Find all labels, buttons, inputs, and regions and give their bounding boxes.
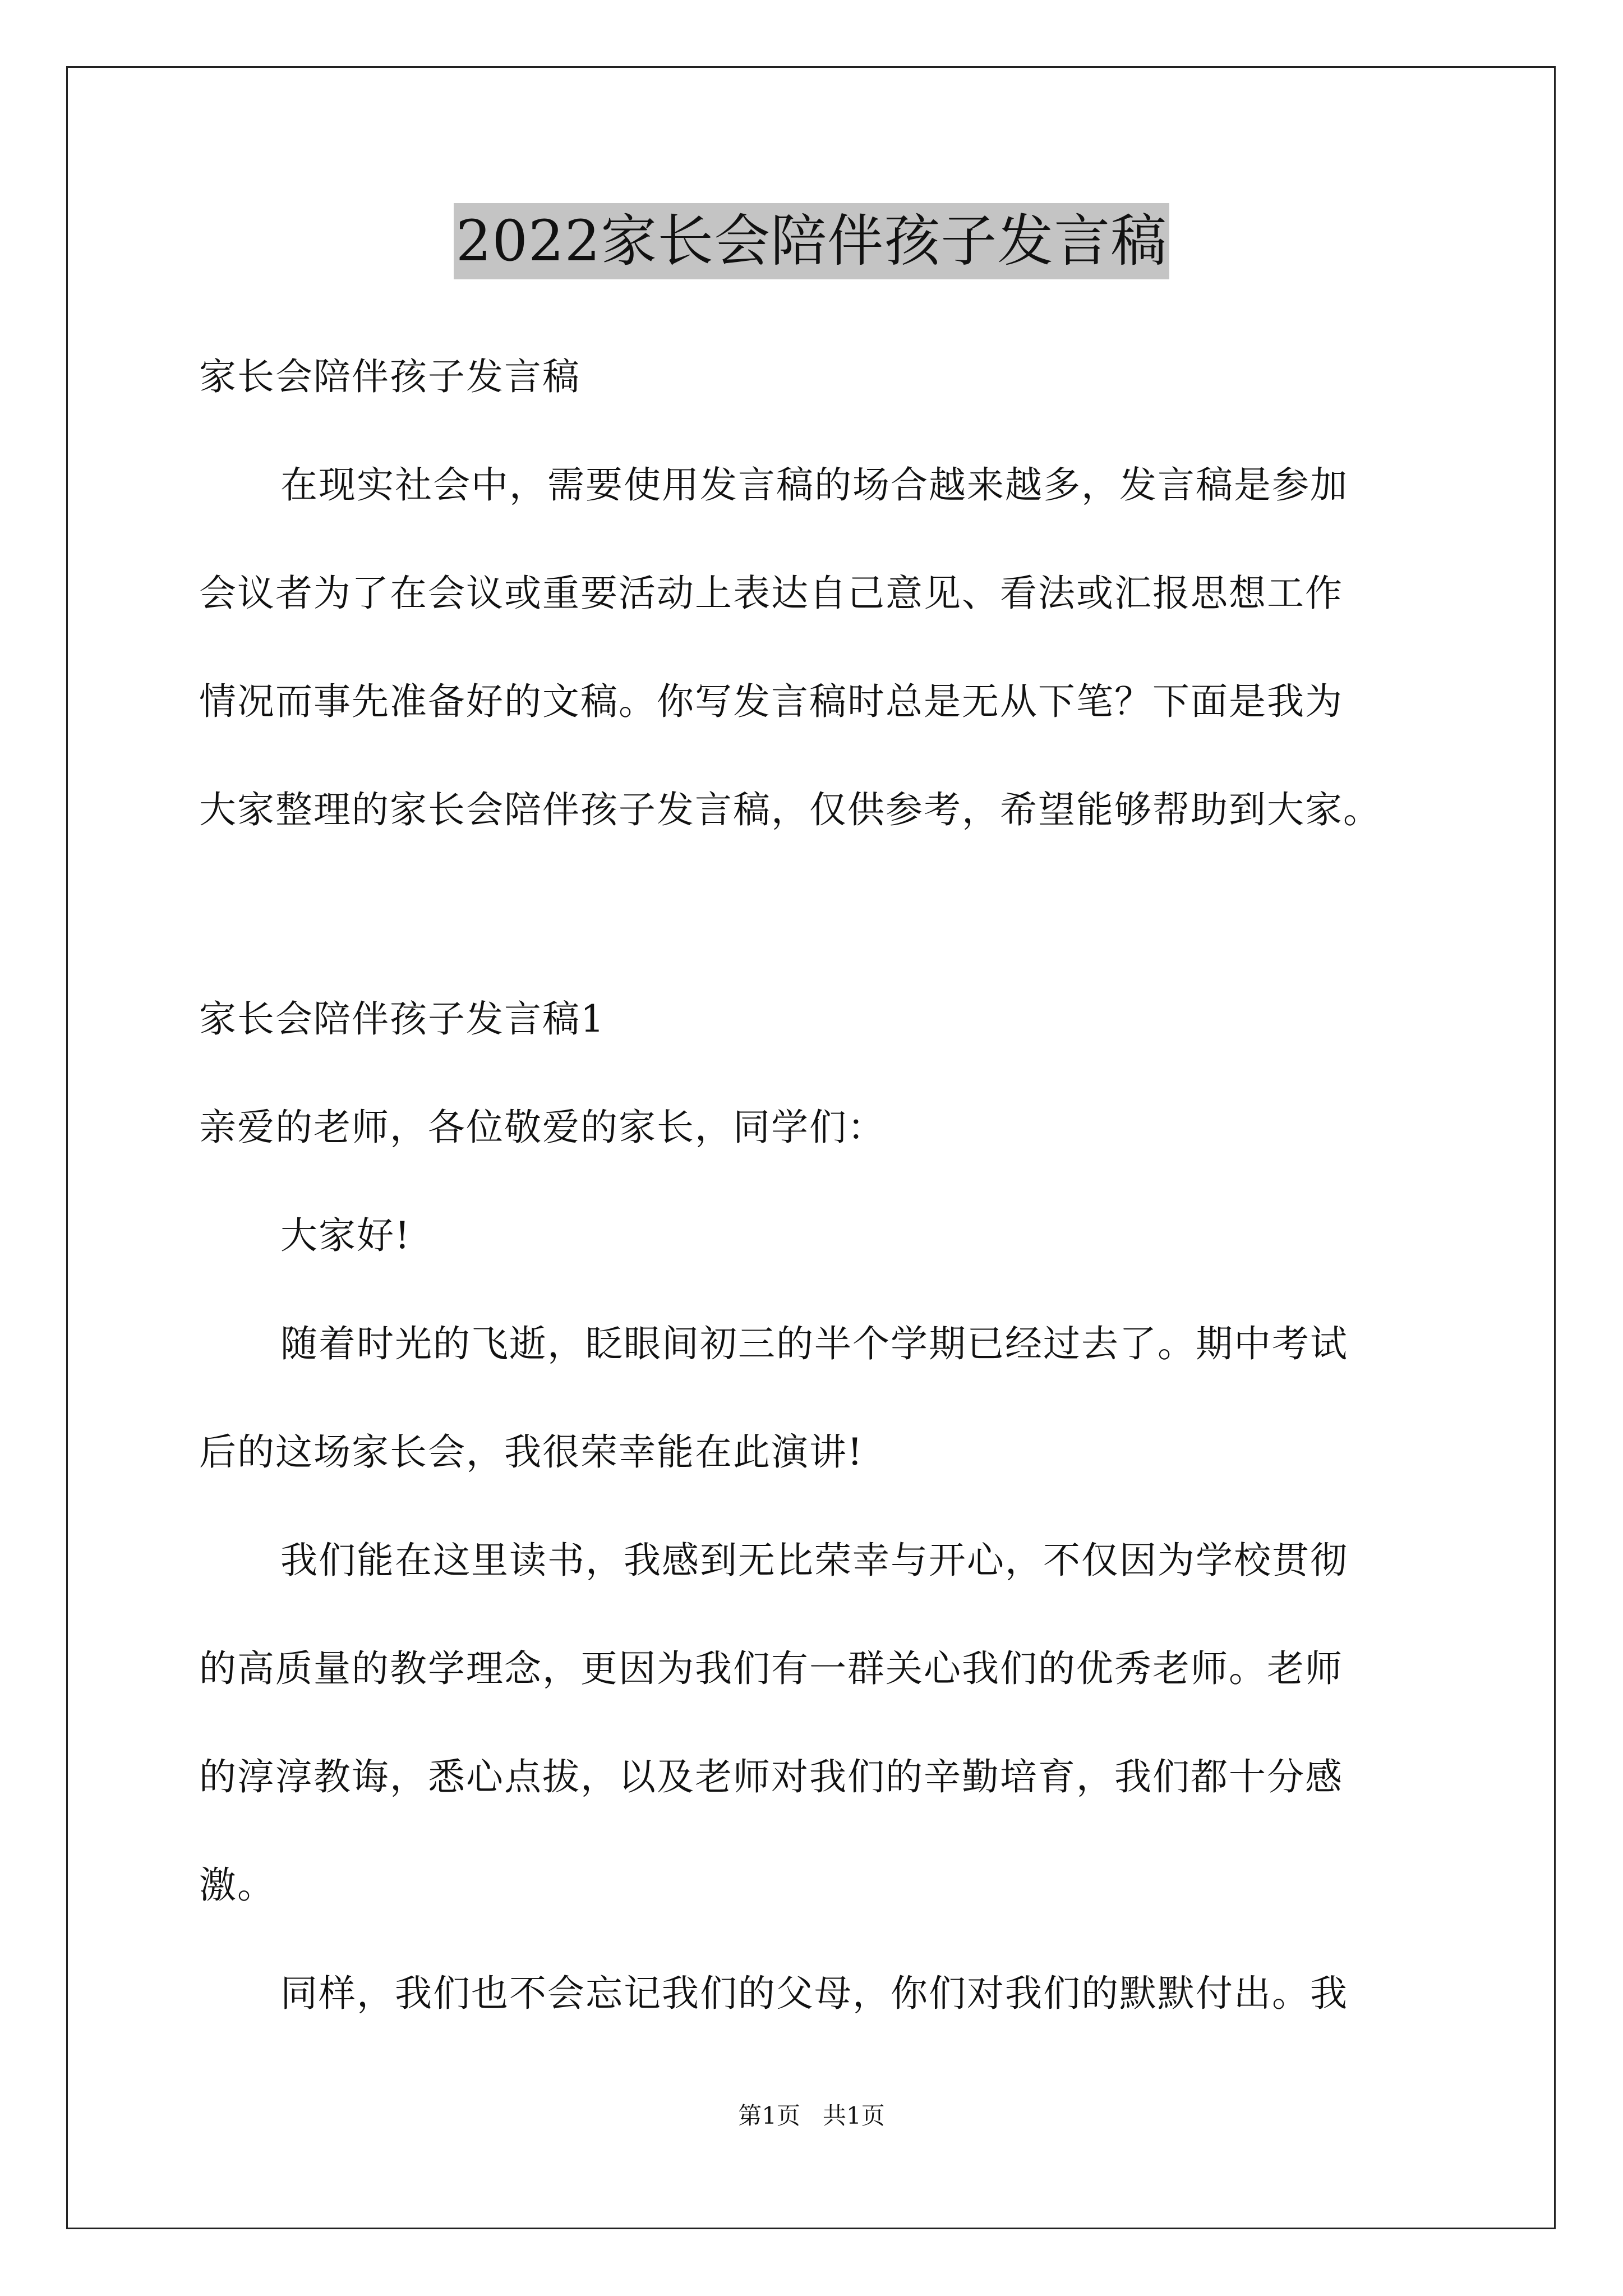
body-line: 情况而事先准备好的文稿。你写发言稿时总是无从下笔？下面是我为: [199, 680, 1343, 723]
title-wrap: [0, 203, 1623, 279]
salutation-line: 亲爱的老师，各位敬爱的家长，同学们：: [199, 1106, 886, 1149]
page-footer: 第1页 共1页: [738, 2102, 885, 2129]
body-line: 的高质量的教学理念，更因为我们有一群关心我们的优秀老师。老师: [199, 1647, 1343, 1690]
body-line: 激。: [199, 1864, 275, 1907]
body-line: 会议者为了在会议或重要活动上表达自己意见、看法或汇报思想工作: [199, 572, 1343, 615]
body-line: 同样，我们也不会忘记我们的父母，你们对我们的默默付出。我: [280, 1972, 1348, 2015]
document-title: 2022家长会陪伴孩子发言稿: [454, 203, 1170, 279]
subtitle-line: 家长会陪伴孩子发言稿: [199, 355, 580, 398]
section-heading: 家长会陪伴孩子发言稿1: [199, 997, 605, 1041]
greeting-line: 大家好!: [280, 1214, 411, 1257]
body-line: 的淳淳教诲，悉心点拔，以及老师对我们的辛勤培育，我们都十分感: [199, 1755, 1343, 1798]
body-line: 在现实社会中，需要使用发言稿的场合越来越多，发言稿是参加: [280, 463, 1348, 507]
body-line: 后的这场家长会，我很荣幸能在此演讲!: [199, 1430, 864, 1474]
body-line: 大家整理的家长会陪伴孩子发言稿，仅供参考，希望能够帮助到大家。: [199, 788, 1381, 831]
body-line: 我们能在这里读书，我感到无比荣幸与开心，不仅因为学校贯彻: [280, 1539, 1348, 1582]
body-line: 随着时光的飞逝，眨眼间初三的半个学期已经过去了。期中考试: [280, 1322, 1348, 1365]
